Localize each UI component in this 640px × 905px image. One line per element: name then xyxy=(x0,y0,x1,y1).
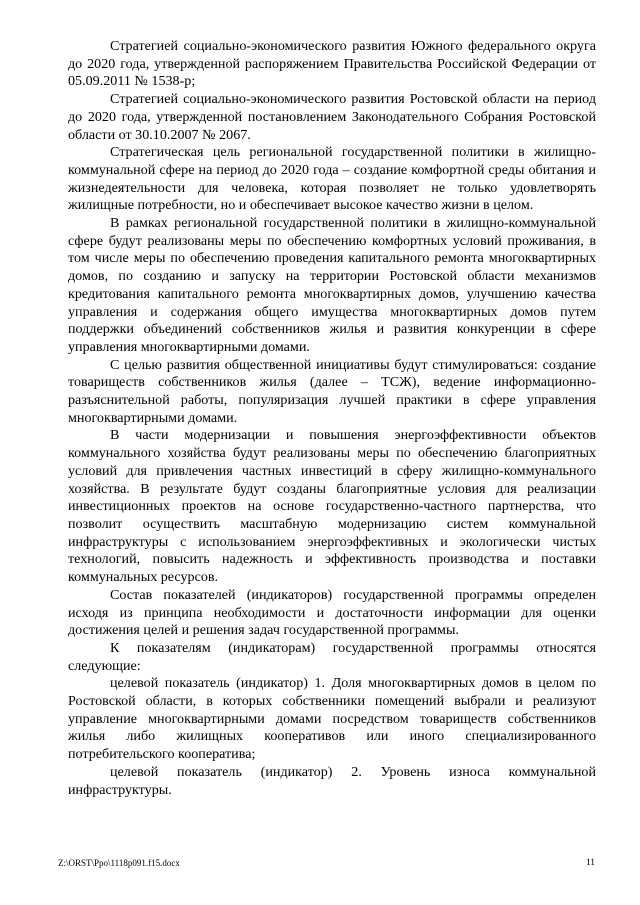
paragraph-strategic-goal: Стратегическая цель региональной государственной политики в жилищно-коммунальной сфере на период до 2020 года – создание комфортной среды обитания и жизнедеятельности для человека, которая позволяет не только удовлетворять жилищные потребности, но и обеспечивает высокое качество жизни в целом. xyxy=(68,144,596,214)
paragraph-indicator-1: целевой показатель (индикатор) 1. Доля многоквартирных домов в целом по Ростовской области, в которых собственники помещений выбрали и реализуют управление многоквартирными домами посредством товариществ собственников жилья либо жилищных кооперативов или иного специализированного потребительского кооператива; xyxy=(68,675,596,763)
paragraph-regional-policy: В рамках региональной государственной политики в жилищно-коммунальной сфере будут реализованы меры по обеспечению комфортных условий проживания, в том числе меры по обеспечению проведения капитального ремонта многоквартирных домов, по созданию и запуску на территории Ростовской области механизмов кредитования капитального ремонта многоквартирных домов, улучшению качества управления и содержания общего имущества многоквартирных домов путем поддержки объединений собственников жилья и развития конкуренции в сфере управления многоквартирными домами. xyxy=(68,215,596,355)
footer-file-path: Z:\ORST\Ppo\1118p091.f15.docx xyxy=(58,858,180,868)
paragraph-indicator-2: целевой показатель (индикатор) 2. Уровень износа коммунальной инфраструктуры. xyxy=(68,763,596,798)
paragraph-indicators-composition: Состав показателей (индикаторов) государственной программы определен исходя из принципа необходимости и достаточности информации для оценки достижения целей и решения задач государственной программы. xyxy=(68,586,596,639)
paragraph-public-initiative: С целью развития общественной инициативы будут стимулироваться: создание товариществ собственников жилья (далее – ТСЖ), ведение информационно-разъяснительной работы, популяризация лучшей практики в сфере управления многоквартирными домами. xyxy=(68,356,596,426)
paragraph-indicators-intro: К показателям (индикаторам) государственной программы относятся следующие: xyxy=(68,639,596,674)
page-number: 11 xyxy=(585,858,595,868)
paragraph-modernization: В части модернизации и повышения энергоэффективности объектов коммунального хозяйства будут реализованы меры по обеспечению благоприятных условий для привлечения частных инвестиций в сферу жилищно-коммунального хозяйства. В результате будут созданы благоприятные условия для реализации инвестиционных проектов на основе государственно-частного партнерства, что позволит осуществить масштабную модернизацию систем коммунальной инфраструктуры с использованием энергоэффективных и экологически чистых технологий, повысить надежность и эффективность производства и поставки коммунальных ресурсов. xyxy=(68,427,596,586)
paragraph-strategy-rostov: Стратегией социально-экономического развития Ростовской области на период до 2020 года, утвержденной постановлением Законодательного Собрания Ростовской области от 30.10.2007 № 2067. xyxy=(68,91,596,143)
paragraph-strategy-ufo: Стратегией социально-экономического развития Южного федерального округа до 2020 года, утвержденной распоряжением Правительства Российской Федерации от 05.09.2011 № 1538-р; xyxy=(68,38,596,90)
document-body xyxy=(68,38,596,799)
